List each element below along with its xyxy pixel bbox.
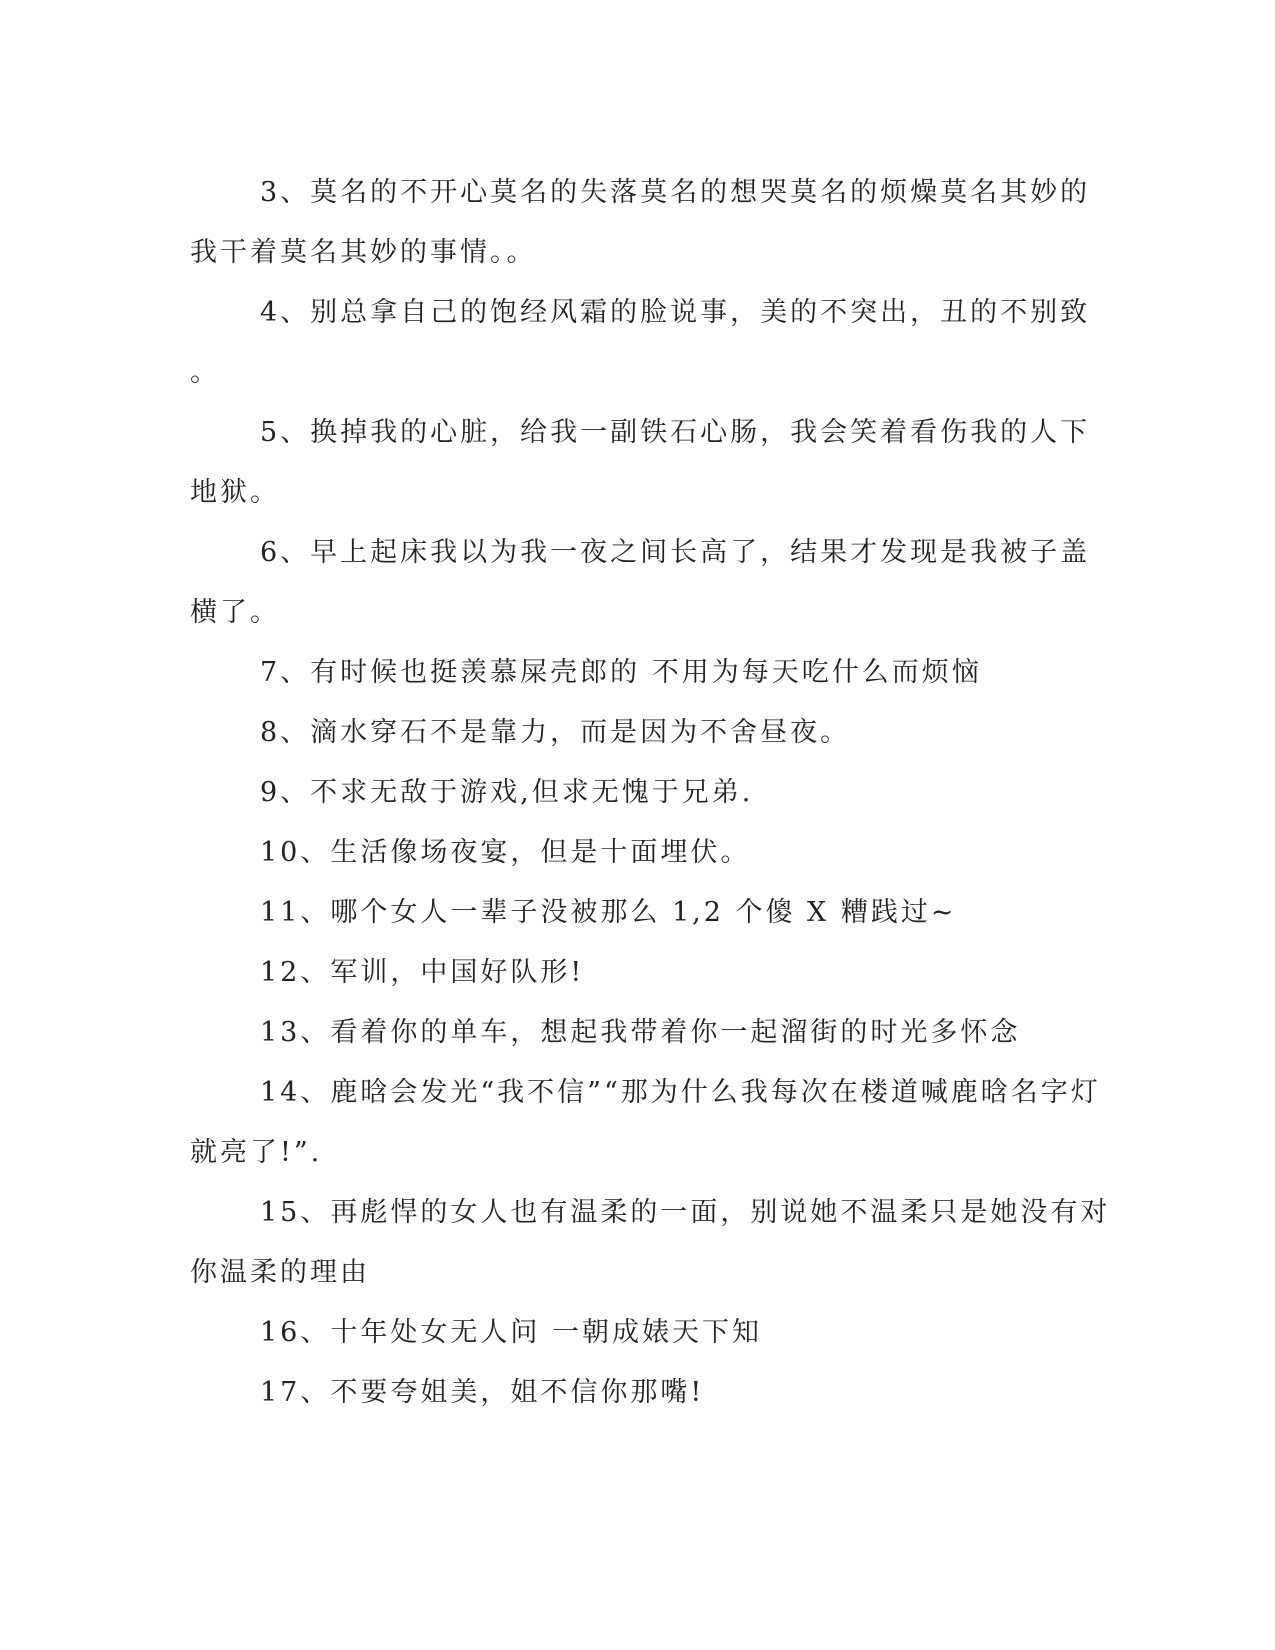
paragraph-12 [190,943,1070,1003]
paragraph-line: 4、别总拿自己的饱经风霜的脸说事，美的不突出，丑的不别致 [260,297,1091,328]
paragraph-7 [190,643,1070,703]
paragraph-16 [190,1303,1070,1363]
paragraph-13 [190,1003,1070,1063]
paragraph-line: 8、滴水穿石不是靠力，而是因为不舍昼夜。 [260,717,851,748]
paragraph-line: 12、军训，中国好队形! [260,957,585,988]
paragraph-line: 。 [190,357,220,388]
document-body [190,163,1111,1423]
paragraph-9 [190,763,1070,823]
paragraph-line: 10、生活像场夜宴，但是十面埋伏。 [260,837,751,868]
paragraph-line: 5、换掉我的心脏，给我一副铁石心肠，我会笑着看伤我的人下 [260,417,1091,448]
paragraph-11 [190,883,1070,943]
paragraph-5 [190,403,1091,523]
paragraph-6 [190,523,1091,643]
paragraph-line: 13、看着你的单车，想起我带着你一起溜街的时光多怀念 [260,1017,1021,1048]
paragraph-10 [190,823,1070,883]
paragraph-3 [190,163,1091,283]
paragraph-8 [190,703,1070,763]
paragraph-line: 横了。 [190,597,280,628]
paragraph-line: 7、有时候也挺羡慕屎壳郎的 不用为每天吃什么而烦恼 [260,657,982,688]
paragraph-line: 9、不求无敌于游戏,但求无愧于兄弟. [260,777,754,808]
paragraph-line: 14、鹿晗会发光“我不信”“那为什么我每次在楼道喊鹿晗名字灯 [260,1077,1101,1108]
paragraph-line: 17、不要夸姐美，姐不信你那嘴! [260,1377,705,1408]
paragraph-line: 11、哪个女人一辈子没被那么 1,2 个傻 X 糟践过~ [260,897,957,928]
paragraph-line: 我干着莫名其妙的事情。。 [190,237,537,268]
paragraph-line: 地狱。 [190,477,280,508]
paragraph-line: 6、早上起床我以为我一夜之间长高了，结果才发现是我被子盖 [260,537,1091,568]
paragraph-line: 就亮了!”. [190,1137,323,1168]
paragraph-15 [190,1183,1111,1303]
paragraph-4 [190,283,1091,403]
paragraph-17 [190,1363,1070,1423]
paragraph-line: 你温柔的理由 [190,1257,370,1288]
paragraph-14 [190,1063,1101,1183]
paragraph-line: 15、再彪悍的女人也有温柔的一面，别说她不温柔只是她没有对 [260,1197,1111,1228]
paragraph-line: 3、莫名的不开心莫名的失落莫名的想哭莫名的烦燥莫名其妙的 [260,177,1091,208]
paragraph-line: 16、十年处女无人问 一朝成婊天下知 [260,1317,762,1348]
